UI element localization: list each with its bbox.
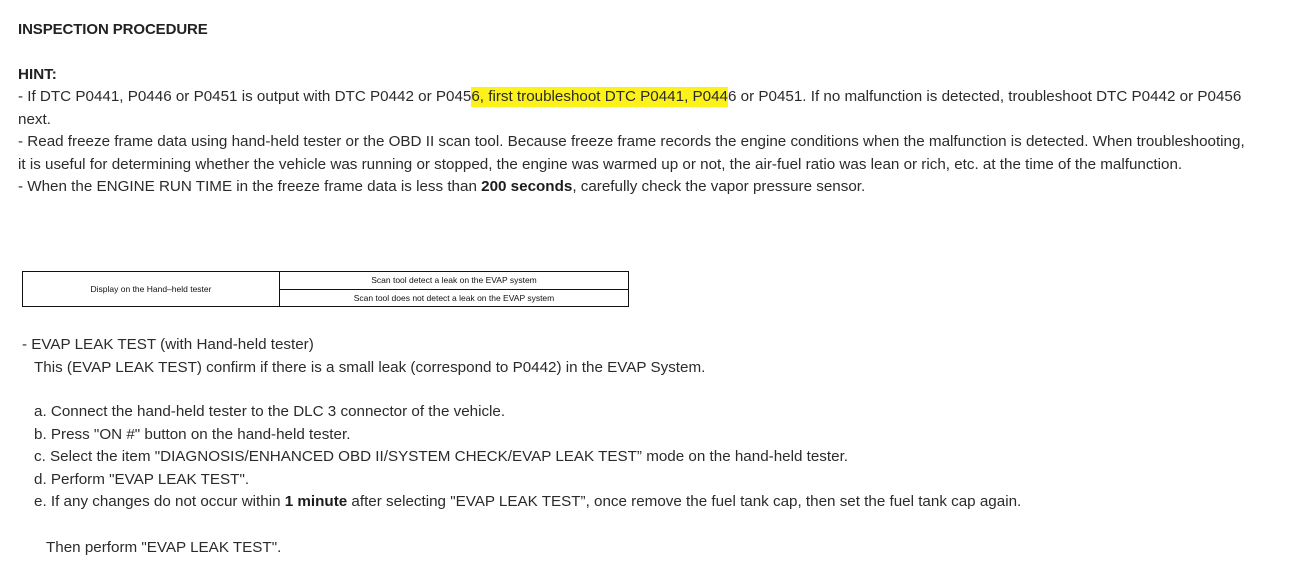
step-e-start: e. If any changes do not occur within (34, 493, 285, 510)
timeout-value: 1 minute (284, 493, 348, 510)
run-time-value: 200 seconds (481, 178, 573, 195)
tester-display-table-container (22, 271, 629, 307)
table-header-cell: Display on the Hand–held tester (23, 272, 280, 307)
highlighted-text: 6, first troubleshoot DTC P0441, P044 (471, 88, 728, 105)
hint-item-dtc (18, 86, 1248, 131)
hint-item-dtc-start: - If DTC P0441, P0446 or P0451 is output with DTC P0442 or P045 (18, 88, 472, 105)
evap-section-description: This (EVAP LEAK TEST) confirm if there is a small leak (correspond to P0442) in the EVAP System. (34, 358, 706, 376)
document-body (18, 19, 1248, 199)
list-item: b. Press "ON #" button on the hand-held tester. (34, 425, 351, 443)
table-row (23, 272, 629, 290)
hint-item-freeze-frame: - Read freeze frame data using hand-held tester or the OBD II scan tool. Because freeze frame records the engine conditions when the malfunction is detected. When troubleshooting, it is useful for determining whether the vehicle was running or stopped, the engine was warmed up or not, the air-fuel ratio was lean or rich, etc. at the time of the malfunction. (18, 133, 1245, 173)
table-cell-no-leak: Scan tool does not detect a leak on the EVAP system (280, 289, 629, 307)
page-title: INSPECTION PROCEDURE (18, 21, 208, 38)
evap-leak-test-section (22, 334, 1242, 559)
hint-item-run-time (18, 176, 1248, 199)
hint-item-dtc-end: 6 or P0451. If no malfunction is detected, troubleshoot DTC P0442 or P0456 next. (18, 88, 1242, 128)
evap-section-title: - EVAP LEAK TEST (with Hand-held tester) (22, 336, 314, 353)
final-instruction: Then perform "EVAP LEAK TEST". (46, 538, 282, 556)
hint-label: HINT: (18, 66, 57, 83)
hint-item-run-time-start: - When the ENGINE RUN TIME in the freeze frame data is less than (18, 178, 482, 195)
list-item: c. Select the item "DIAGNOSIS/ENHANCED OBD II/SYSTEM CHECK/EVAP LEAK TEST” mode on the hand-held tester. (34, 448, 849, 465)
hint-item-run-time-end: , carefully check the vapor pressure sensor. (572, 178, 866, 195)
table-cell-leak-detected: Scan tool detect a leak on the EVAP system (280, 272, 629, 290)
list-item: a. Connect the hand-held tester to the DLC 3 connector of the vehicle. (34, 403, 506, 420)
list-item (34, 491, 1242, 514)
list-item: d. Perform "EVAP LEAK TEST". (34, 470, 250, 488)
evap-steps-list (22, 401, 1242, 514)
step-e-end: after selecting "EVAP LEAK TEST”, once remove the fuel tank cap, then set the fuel tank cap again. (347, 493, 1022, 510)
tester-display-table (22, 271, 629, 307)
